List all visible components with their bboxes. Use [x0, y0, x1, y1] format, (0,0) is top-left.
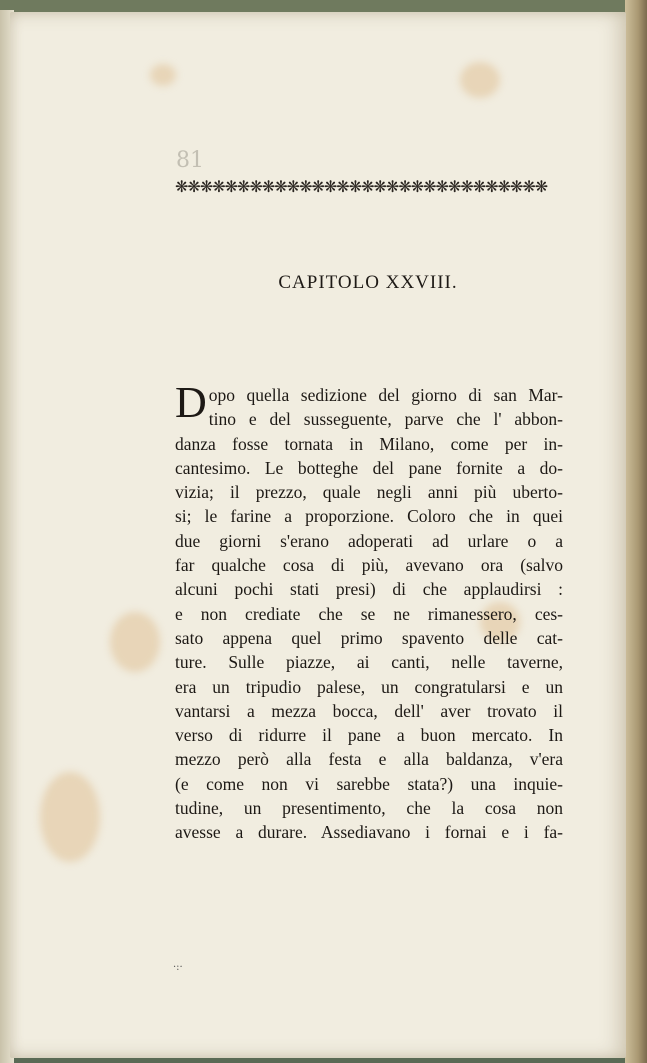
- text-line: mezzo però alla festa e alla baldanza, v'era: [175, 749, 563, 770]
- drop-cap: D: [175, 378, 207, 427]
- foxing-stain: [40, 772, 100, 862]
- text-line: opo quella sedizione del giorno di san Mar-: [208, 385, 563, 405]
- text-line: era un tripudio palese, un congratularsi e un: [175, 676, 563, 697]
- text-line: ture. Sulle piazze, ai canti, nelle taverne,: [175, 652, 563, 673]
- text-line: si; le farine a proporzione. Coloro che in quei: [175, 506, 563, 527]
- text-line: vizia; il prezzo, quale negli anni più uberto-: [175, 482, 563, 503]
- foxing-stain: [460, 62, 500, 98]
- ornamental-rule: ❋❋❋❋❋❋❋❋❋❋❋❋❋❋❋❋❋❋❋❋❋❋❋❋❋❋❋❋❋❋: [175, 177, 548, 196]
- text-line: avesse a durare. Assediavano i fornai e i fa-: [175, 822, 563, 843]
- text-line: alcuni pochi stati presi) di che applaudirsi :: [175, 579, 563, 600]
- text-line: verso di ridurre il pane a buon mercato. In: [175, 725, 563, 746]
- text-line: far qualche cosa di più, avevano ora (salvo: [175, 555, 563, 576]
- text-line: due giorni s'erano adoperati ad urlare o a: [175, 530, 563, 551]
- text-line: tino e del susseguente, parve che l' abbon-: [208, 409, 563, 430]
- text-line: cantesimo. Le botteghe del pane fornite a do-: [175, 457, 563, 478]
- foxing-stain: [150, 64, 176, 86]
- text-line: sato appena quel primo spavento delle cat-: [175, 627, 563, 648]
- text-line: e non crediate che se ne rimanessero, ces-: [175, 603, 563, 624]
- ink-smudge: ·:·: [173, 962, 183, 973]
- page-number: 81: [176, 148, 204, 173]
- foxing-stain: [110, 612, 160, 672]
- text-line: (e come non vi sarebbe stata?) una inquie-: [175, 773, 563, 794]
- text-line: tudine, un presentimento, che la cosa non: [175, 798, 563, 819]
- chapter-title: CAPITOLO XXVIII.: [278, 272, 458, 293]
- body-text: [175, 378, 563, 845]
- page-right-edge: [625, 0, 647, 1063]
- text-line: vantarsi a mezza bocca, dell' aver trovato il: [175, 700, 563, 721]
- text-line: danza fosse tornata in Milano, come per in-: [175, 433, 563, 454]
